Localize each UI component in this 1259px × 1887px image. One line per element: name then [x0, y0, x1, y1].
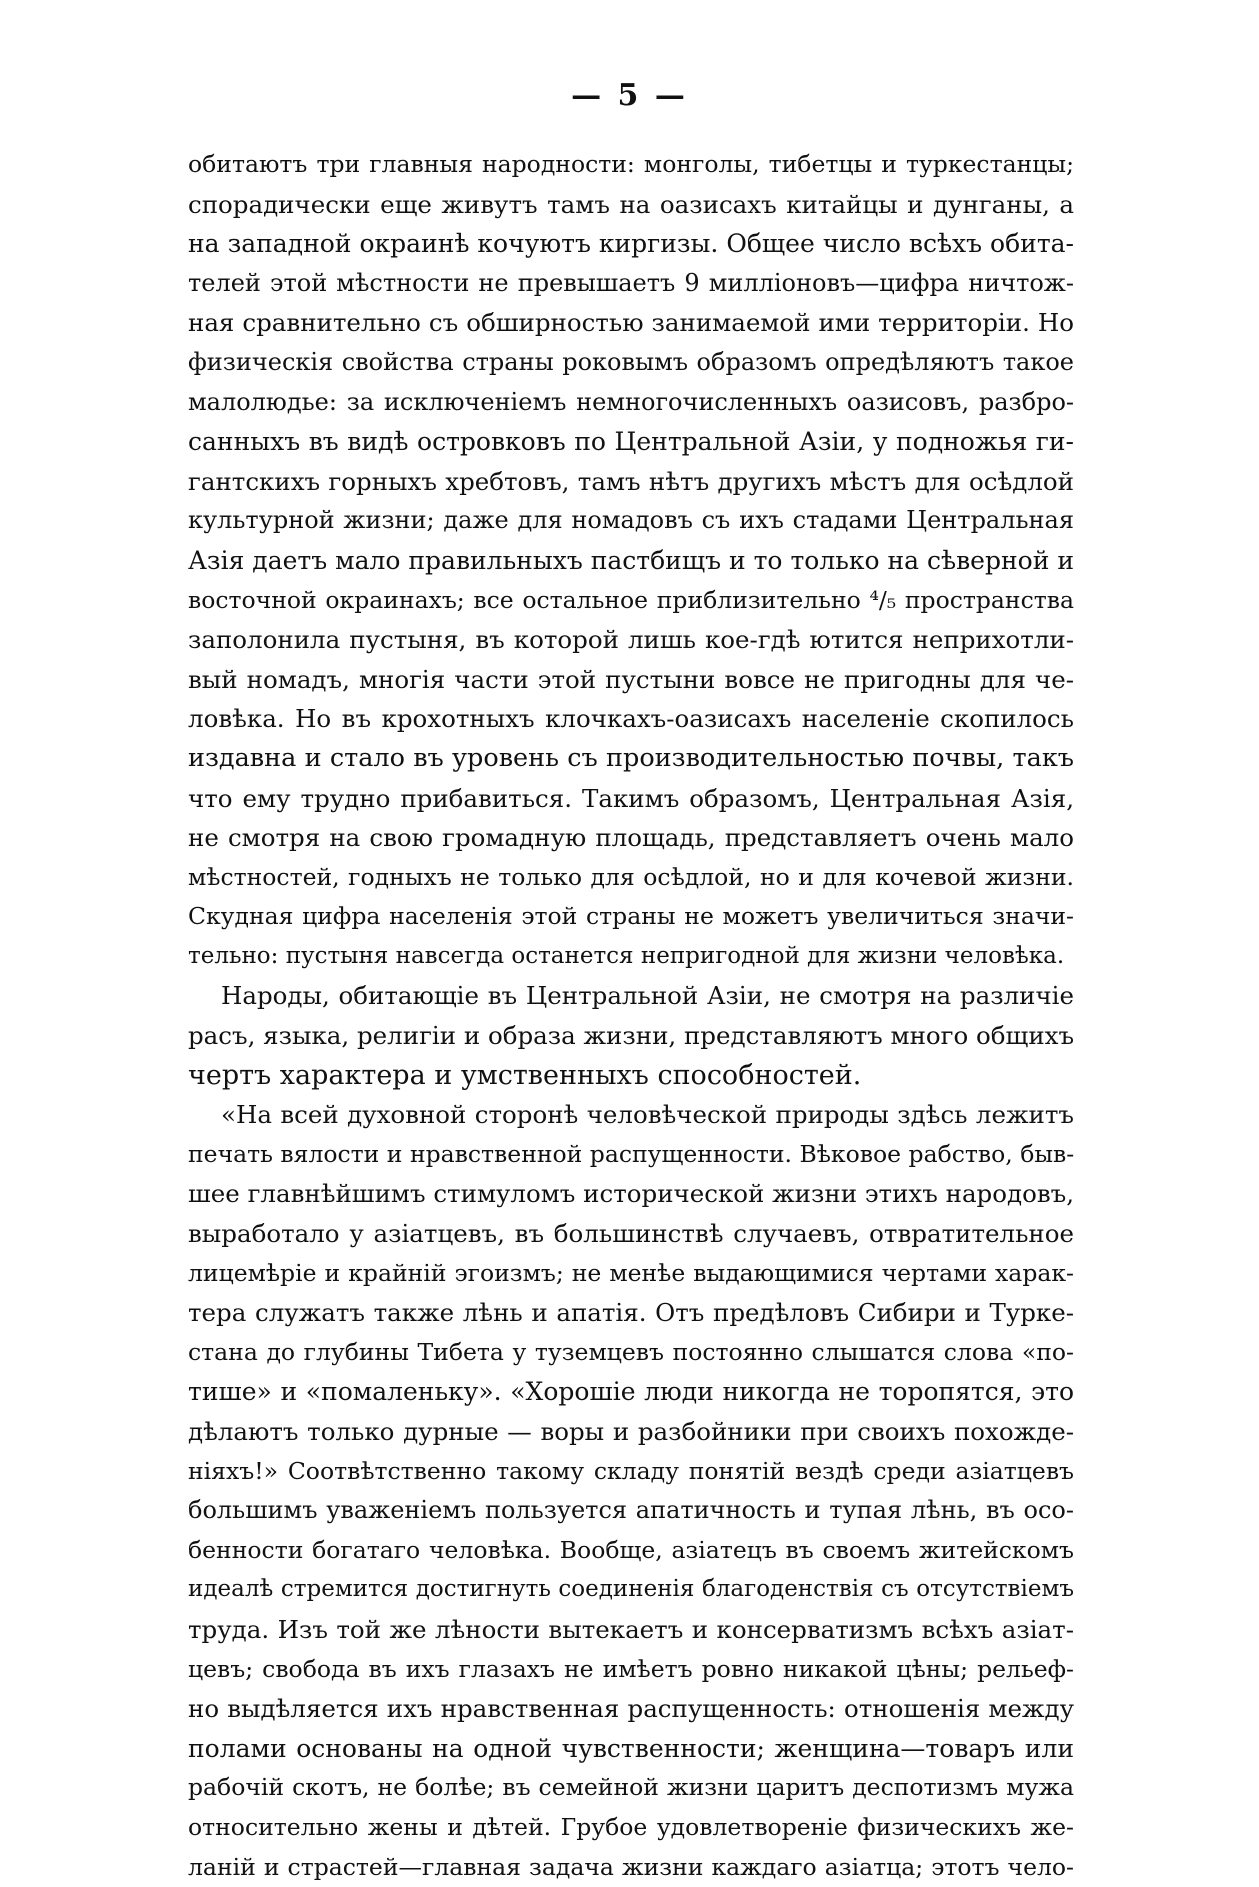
text-line: ланiй и страстей—главная задача жизни каждаго азiатца; этотъ чело- — [188, 1852, 1074, 1881]
text-line: мѣстностей, годныхъ не только для осѣдлой, но и для кочевой жизни. — [188, 862, 1074, 891]
text-line: культурной жизни; даже для номадовъ съ ихъ стадами Центральная — [188, 506, 1074, 535]
text-line: стана до глубины Тибета у туземцевъ постоянно слышатся слова «по- — [188, 1337, 1074, 1366]
text-line: лицемѣрiе и крайнiй эгоизмъ; не менѣе выдающимися чертами харак- — [188, 1258, 1074, 1287]
text-line: полами основаны на одной чувственности; женщина—товаръ или — [188, 1733, 1074, 1763]
text-line: спорадически еще живутъ тамъ на оазисахъ китайцы и дунганы, а — [188, 189, 1074, 219]
text-line: цевъ; свобода въ ихъ глазахъ не имѣетъ ровно никакой цѣны; рельеф- — [188, 1654, 1074, 1683]
text-line: не смотря на свою громадную площадь, представляетъ очень мало — [188, 823, 1074, 853]
text-line: санныхъ въ видѣ островковъ по Центральной Азiи, у подножья ги- — [188, 427, 1074, 457]
text-line: заполонила пустыня, въ которой лишь кое-гдѣ ютится неприхотли- — [188, 625, 1074, 655]
text-line: идеалѣ стремится достигнуть соединенiя благоденствiя съ отсутствiемъ — [188, 1576, 1074, 1603]
text-line: Народы, обитающiе въ Центральной Азiи, не смотря на различiе — [221, 981, 1074, 1011]
text-line: что ему трудно прибавиться. Такимъ образомъ, Центральная Азiя, — [188, 783, 1074, 813]
text-line: обитаютъ три главныя народности: монголы, тибетцы и туркестанцы; — [188, 150, 1074, 178]
text-line: труда. Изъ той же лѣности вытекаетъ и консерватизмъ всѣхъ азiат- — [188, 1614, 1074, 1644]
body-text — [188, 145, 1074, 1887]
text-line: ная сравнительно съ обширностью занимаемой ими территорiи. Но — [188, 308, 1074, 338]
text-line: тише» и «помаленьку». «Хорошiе люди никогда не торопятся, это — [188, 1377, 1074, 1407]
text-line: тера служатъ также лѣнь и апатiя. Отъ предѣловъ Сибири и Турке- — [188, 1298, 1074, 1328]
text-line: бенности богатаго человѣка. Вообще, азiатецъ въ своемъ житейскомъ — [188, 1535, 1074, 1564]
text-line: большимъ уваженiемъ пользуется апатичность и тупая лѣнь, въ осо- — [188, 1496, 1074, 1525]
text-line: чертъ характера и умственныхъ способностей. — [188, 1059, 862, 1091]
text-line: нiяхъ!» Соотвѣтственно такому складу понятiй вездѣ среди азiатцевъ — [188, 1456, 1074, 1485]
text-line: на западной окраинѣ кочуютъ киргизы. Общее число всѣхъ обита- — [188, 229, 1074, 259]
text-line: Азiя даетъ мало правильныхъ пастбищъ и то только на сѣверной и — [188, 545, 1074, 575]
text-line: но выдѣляется ихъ нравственная распущенность: отношенiя между — [188, 1694, 1074, 1724]
text-line: физическiя свойства страны роковымъ образомъ опредѣляютъ такое — [188, 347, 1074, 376]
text-line: ловѣка. Но въ крохотныхъ клочкахъ-оазисахъ населенiе скопилось — [188, 704, 1074, 734]
text-line: вый номадъ, многiя части этой пустыни вовсе не пригодны для че- — [188, 664, 1074, 694]
text-line: издавна и стало въ уровень съ производительностью почвы, такъ — [188, 742, 1074, 773]
text-line: тельно: пустыня навсегда останется непригодной для жизни человѣка. — [188, 942, 1065, 969]
text-line: рабочiй скотъ, не болѣе; въ семейной жизни царитъ деспотизмъ мужа — [188, 1773, 1074, 1802]
text-line: восточной окраинахъ; все остальное приблизительно ⁴/₅ пространства — [188, 585, 1074, 614]
text-line: шее главнѣйшимъ стимуломъ исторической жизни этихъ народовъ, — [188, 1179, 1074, 1209]
text-line: дѣлаютъ только дурные — воры и разбойники при своихъ похожде- — [188, 1417, 1074, 1446]
text-line: Скудная цифра населенiя этой страны не можетъ увеличиться значи- — [188, 902, 1074, 931]
text-line: «На всей духовной сторонѣ человѣческой природы здѣсь лежитъ — [221, 1100, 1074, 1130]
text-line: печать вялости и нравственной распущенности. Вѣковое рабство, быв- — [188, 1139, 1074, 1168]
page-number: — 5 — — [571, 78, 688, 113]
text-line: выработало у азiатцевъ, въ большинствѣ случаевъ, отвратительное — [188, 1219, 1074, 1249]
text-line: расъ, языка, религiи и образа жизни, представляютъ много общихъ — [188, 1021, 1074, 1051]
text-line: гантскихъ горныхъ хребтовъ, тамъ нѣтъ другихъ мѣстъ для осѣдлой — [188, 466, 1074, 496]
text-line: телей этой мѣстности не превышаетъ 9 миллiоновъ—цифра ничтож- — [188, 268, 1074, 297]
text-line: относительно жены и дѣтей. Грубое удовлетворенiе физическихъ же- — [188, 1812, 1074, 1841]
text-line: малолюдье: за исключенiемъ немногочисленныхъ оазисовъ, разбро- — [188, 387, 1074, 416]
